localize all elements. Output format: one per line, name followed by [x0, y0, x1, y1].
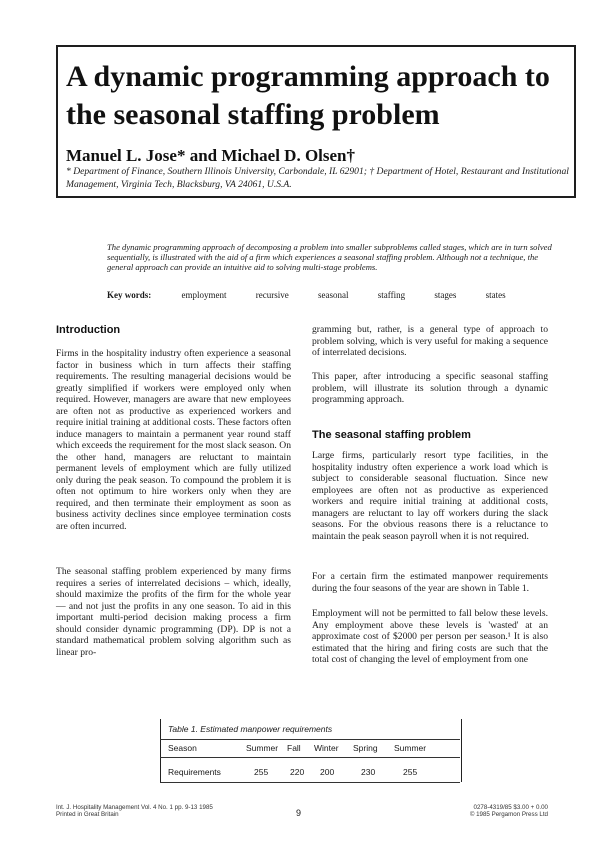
table-cell: 230: [361, 767, 376, 777]
journal-info: Int. J. Hospitality Management Vol. 4 No. 1 pp. 9-13 1985: [56, 804, 213, 811]
paragraph: Large firms, particularly resort type facilities, in the hospitality industry often experience a work load which is subject to considerable seasonal fluctuation. Since new employees are often not as productive as experienced workers and require initial training at additional costs, managers are reluctant to lay off workers during the slack seasons. For the obvious reasons there is a reluctance to maintain the peak season payroll when it is not required.: [312, 450, 548, 542]
table-caption: Table 1. Estimated manpower requirements: [168, 724, 333, 734]
table-header-cell: Summer: [246, 743, 279, 753]
table-header-cell: Season: [168, 743, 197, 753]
section-heading-seasonal-staffing: The seasonal staffing problem: [312, 429, 471, 441]
keyword: staffing: [377, 290, 406, 300]
paragraph: gramming but, rather, is a general type of approach to problem solving, which is very useful for making a sequence of interrelated decisions.: [312, 324, 548, 358]
table-cell: 220: [290, 767, 305, 777]
keywords-line: [107, 290, 552, 300]
page-number: 9: [296, 808, 302, 818]
paragraph: The seasonal staffing problem experienced by many firms requires a series of interrelated decisions – which, ideally, should maximize the profits of the firm for the whole year — and not just the profits in any one season. To aid in this important multi-period decision making process a firm should consider dynamic programming (DP). DP is not a standard mathematical problem solving algorithm such as linear pro-: [56, 566, 291, 658]
table-row: [168, 767, 453, 779]
affiliations: * Department of Finance, Southern Illinois University, Carbondale, IL 62901; † Department of Hotel, Restaurant and Institutional Management, Virginia Tech, Blacksburg, VA 24061, U.S.A.: [66, 166, 569, 190]
table-rule: [160, 739, 460, 740]
copyright: © 1985 Pergamon Press Ltd: [469, 811, 548, 818]
table-header-row: [168, 743, 453, 755]
table-cell: 255: [403, 767, 418, 777]
table-header-cell: Winter: [314, 743, 339, 753]
table-row-label: Requirements: [168, 767, 221, 777]
authors: Manuel L. Jose* and Michael D. Olsen†: [66, 146, 356, 165]
keyword: employment: [181, 290, 227, 300]
issn-price: 0278-4319/85 $3.00 + 0.00: [473, 804, 548, 811]
table-rule: [160, 757, 460, 758]
printed-in: Printed in Great Britain: [56, 811, 119, 818]
table-cell: 200: [320, 767, 335, 777]
paper-title: A dynamic programming approach to the seasonal staffing problem: [66, 60, 550, 131]
table-header-cell: Spring: [353, 743, 378, 753]
keyword: stages: [434, 290, 457, 300]
table-header-cell: Fall: [287, 743, 301, 753]
abstract: The dynamic programming approach of decomposing a problem into smaller subproblems called stages, which are in turn solved sequentially, is illustrated with the aid of a firm which experiences a seasonal staffing problem. Although not a technique, the general approach can provide an intuitive aid to solving multi-stage problems.: [107, 242, 552, 272]
table-rule: [160, 782, 460, 783]
keyword: recursive: [255, 290, 289, 300]
keywords-label: Key words:: [107, 290, 152, 300]
paragraph: Employment will not be permitted to fall below these levels. Any employment above these levels is 'wasted' at an approximate cost of $2000 per person per season.¹ It is also estimated that the hiring and firing costs are such that the total cost of changing the level of employment from one: [312, 608, 548, 665]
keyword: seasonal: [317, 290, 349, 300]
table-header-cell: Summer: [394, 743, 427, 753]
paragraph: This paper, after introducing a specific seasonal staffing problem, will illustrate its solution through a dynamic programming approach.: [312, 371, 548, 405]
section-heading-introduction: Introduction: [56, 324, 121, 336]
paragraph: For a certain firm the estimated manpower requirements during the four seasons of the year are shown in Table 1.: [312, 571, 548, 594]
paragraph: Firms in the hospitality industry often experience a seasonal factor in business which in turn affects their staffing requirements. The resulting managerial decisions would be greatly simplified if workers were employed only when required. However, managers are aware that new employees are often not as productive as experienced workers and require initial training at additional costs. These factors often induce managers to maintain a permanent year round staff which exceeds the requirement for the most slack season. On the other hand, managers are reluctant to maintain permanent levels of employment which are fully utilized only during the peak season. To compound the problem it is often not optimum to hire workers only when they are required, and then terminate their employment as soon as business activity declines since employee termination costs are often incurred.: [56, 348, 291, 532]
table-cell: 255: [254, 767, 269, 777]
keyword: states: [485, 290, 506, 300]
